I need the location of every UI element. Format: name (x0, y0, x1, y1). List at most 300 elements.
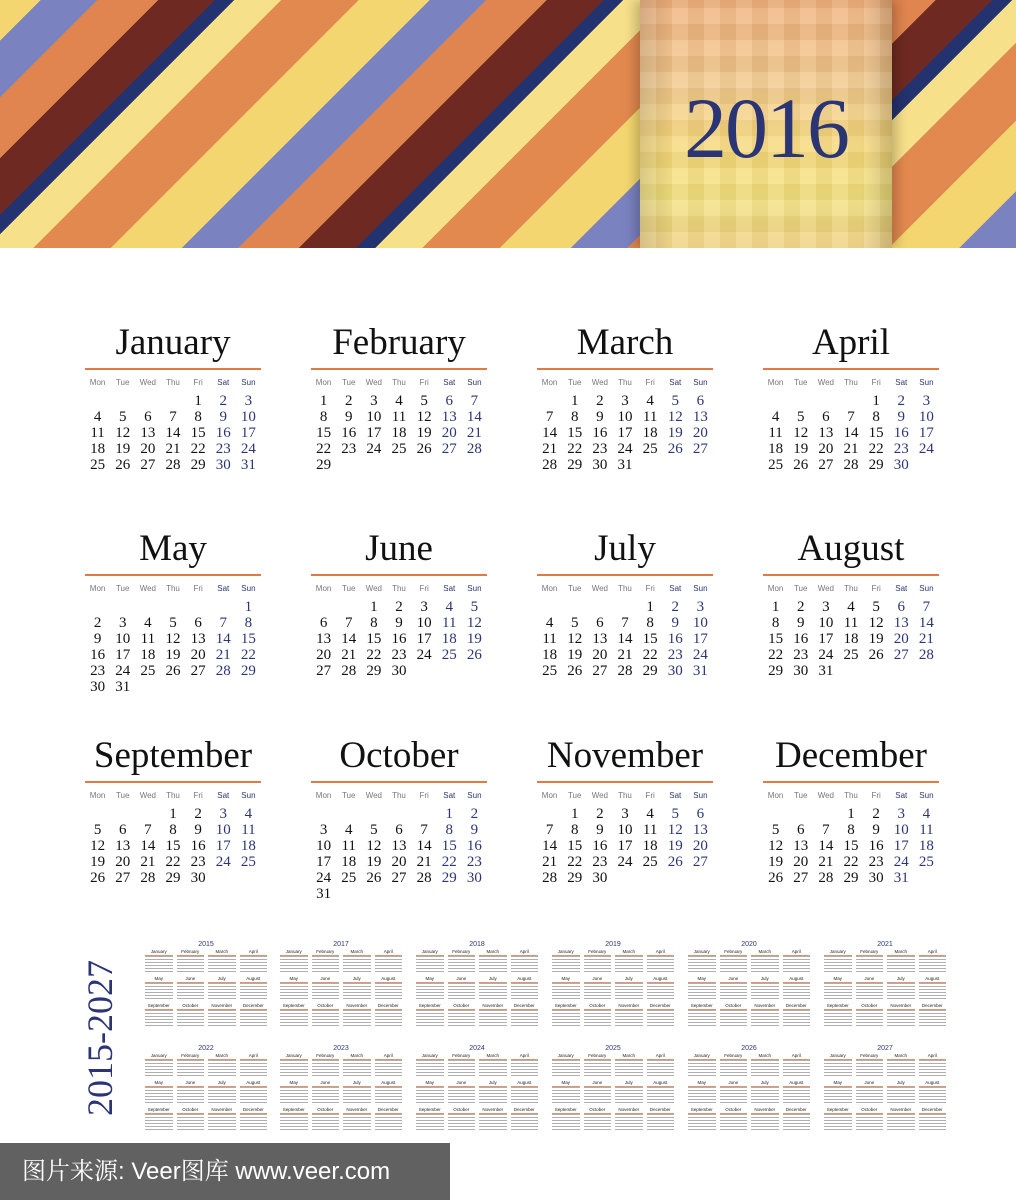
day-cell: 26 (165, 663, 181, 679)
mini-month-name: September (147, 1107, 170, 1112)
day-cell: 21 (843, 441, 859, 457)
day-cell (813, 806, 838, 822)
day-cell: 1 (646, 599, 654, 615)
month-divider (763, 574, 939, 576)
mini-month-name: December (242, 1107, 264, 1112)
weekday-label: Fri (645, 791, 655, 800)
day-cell: 5 (671, 393, 680, 409)
mini-month-days (343, 982, 371, 1001)
day-cell: 30 (391, 663, 407, 679)
weekday-label: Thu (844, 378, 858, 387)
weekday-label: Fri (419, 791, 429, 800)
day-cell: 18 (642, 838, 658, 854)
day-cell: 24 (416, 647, 432, 663)
mini-month (856, 1080, 884, 1105)
mini-month-name: March (894, 949, 907, 954)
mini-month-name: November (618, 1003, 640, 1008)
mini-month (919, 949, 947, 974)
mini-month-name: August (789, 976, 804, 981)
day-cell: 12 (868, 615, 884, 631)
week-row (763, 822, 939, 838)
mini-year-title: 2023 (333, 1045, 349, 1052)
mini-month-days (720, 1059, 748, 1078)
mini-month-days (177, 1009, 205, 1028)
weekday-label: Sat (443, 791, 456, 800)
mini-month (552, 1080, 580, 1105)
day-cell: 6 (897, 599, 906, 615)
mini-month (416, 1107, 444, 1132)
weekday-label: Sat (217, 584, 230, 593)
day-cell (236, 870, 261, 886)
weekday-header (311, 373, 487, 393)
mini-month (552, 976, 580, 1001)
day-cell: 4 (395, 393, 403, 409)
day-cell: 9 (596, 822, 604, 838)
mini-month-name: October (453, 1003, 470, 1008)
mini-month (208, 1080, 236, 1105)
week-row (763, 599, 939, 615)
mini-month (919, 1053, 947, 1078)
day-cell: 26 (793, 457, 809, 473)
mini-month (416, 949, 444, 974)
day-cell: 28 (341, 663, 357, 679)
day-cell: 20 (115, 854, 131, 870)
mini-month-days (375, 1009, 403, 1028)
weekday-label: Fri (871, 584, 881, 593)
day-cell (160, 393, 185, 409)
mini-month-days (312, 1113, 340, 1132)
weekday-label: Tue (115, 378, 130, 387)
day-cell: 6 (395, 822, 403, 838)
day-cell: 23 (592, 854, 608, 870)
day-cell: 10 (416, 615, 432, 631)
weekday-header (311, 786, 487, 806)
weekday-label: Sat (895, 378, 908, 387)
day-cell: 2 (596, 393, 604, 409)
day-cell: 3 (922, 393, 931, 409)
mini-month (783, 1003, 811, 1028)
mini-year-title: 2024 (469, 1045, 485, 1052)
mini-month-days (177, 1059, 205, 1078)
mini-month-name: July (624, 976, 633, 981)
mini-month (647, 1003, 675, 1028)
day-cell: 6 (194, 615, 202, 631)
mini-month (720, 949, 748, 974)
mini-month (688, 1107, 716, 1132)
mini-month-name: July (352, 976, 361, 981)
day-cell: 19 (667, 425, 683, 441)
week-row (85, 599, 261, 615)
day-cell: 2 (219, 393, 228, 409)
day-cell: 25 (140, 663, 156, 679)
mini-month (375, 1003, 403, 1028)
mini-month (145, 949, 173, 974)
mini-month (887, 1107, 915, 1132)
mini-month-days (343, 1059, 371, 1078)
mini-month-days (688, 955, 716, 974)
day-cell: 3 (621, 806, 629, 822)
mini-month-name: April (655, 1053, 665, 1058)
mini-month-name: November (754, 1107, 776, 1112)
mini-month-days (240, 1009, 268, 1028)
mini-month (615, 1003, 643, 1028)
day-cell: 25 (542, 663, 558, 679)
day-cell (135, 806, 160, 822)
day-cell: 26 (416, 441, 432, 457)
mini-month-days (615, 955, 643, 974)
mini-month-days (479, 1113, 507, 1132)
day-cell (386, 886, 411, 902)
weekday-label: Thu (166, 791, 180, 800)
mini-month-days (312, 1059, 340, 1078)
mini-month-name: September (554, 1003, 577, 1008)
day-cell: 4 (445, 599, 454, 615)
mini-month-name: May (697, 976, 706, 981)
mini-month-grid (552, 1053, 674, 1132)
day-cell: 10 (918, 409, 934, 425)
day-cell: 1 (319, 393, 328, 409)
day-cell (110, 806, 135, 822)
day-cell: 8 (370, 615, 378, 631)
mini-month-days (919, 1113, 947, 1132)
mini-month (479, 976, 507, 1001)
day-cell (638, 457, 663, 473)
weekday-label: Wed (365, 791, 382, 800)
day-cell: 22 (316, 441, 332, 457)
day-cell (788, 806, 813, 822)
day-cell (160, 679, 185, 695)
day-cell: 17 (366, 425, 382, 441)
mini-month-name: November (211, 1003, 233, 1008)
day-cell: 4 (344, 822, 353, 838)
day-cell: 28 (918, 647, 934, 663)
day-cell: 12 (667, 409, 683, 425)
day-cell (135, 679, 160, 695)
day-cell: 29 (868, 457, 884, 473)
week-row (85, 663, 261, 679)
day-cell (160, 599, 185, 615)
mini-year-calendar (416, 940, 538, 1032)
day-cell (763, 393, 788, 409)
mini-month (887, 949, 915, 974)
day-cell: 18 (140, 647, 156, 663)
day-cell: 11 (442, 615, 457, 631)
day-cell (537, 393, 562, 409)
day-cell: 24 (893, 854, 909, 870)
weekday-label: Wed (591, 378, 608, 387)
weekday-label: Wed (817, 791, 834, 800)
day-cell: 12 (366, 838, 382, 854)
day-cell: 20 (316, 647, 332, 663)
weekday-label: Mon (767, 791, 784, 800)
day-cell: 5 (169, 615, 177, 631)
mini-month-name: February (316, 949, 335, 954)
day-cell: 29 (843, 870, 859, 886)
day-cell: 6 (696, 806, 705, 822)
day-cell: 4 (646, 393, 654, 409)
mini-month (751, 949, 779, 974)
mini-month (751, 976, 779, 1001)
day-cell: 19 (115, 441, 131, 457)
mini-month-days (552, 1086, 580, 1105)
day-cell: 9 (796, 615, 805, 631)
weekday-label: Sun (919, 378, 934, 387)
mini-month (856, 1003, 884, 1028)
mini-month-name: January (829, 949, 846, 954)
weekday-label: Thu (618, 584, 632, 593)
day-cell: 30 (215, 457, 231, 473)
day-cell: 14 (165, 425, 181, 441)
weekday-label: Mon (767, 584, 784, 593)
day-cell (437, 457, 462, 473)
day-cell: 14 (818, 838, 834, 854)
month-name: October (339, 735, 459, 776)
mini-month-days (448, 955, 476, 974)
weekday-label: Tue (567, 791, 582, 800)
weekday-label: Wed (591, 791, 608, 800)
mini-month (416, 1003, 444, 1028)
day-cell: 8 (244, 615, 253, 631)
mini-month (647, 1053, 675, 1078)
day-cell: 23 (215, 441, 231, 457)
mini-month-days (448, 1059, 476, 1078)
mini-month-days (448, 982, 476, 1001)
mini-month-name: July (488, 1080, 497, 1085)
day-cell (914, 870, 939, 886)
mini-month-days (919, 1009, 947, 1028)
day-cell: 15 (868, 425, 884, 441)
day-cell (85, 806, 110, 822)
day-cell: 31 (893, 870, 909, 886)
mini-month-name: February (724, 949, 743, 954)
mini-month (208, 1053, 236, 1078)
day-cell: 7 (545, 409, 554, 425)
mini-month-days (343, 1113, 371, 1132)
mini-month-name: October (725, 1003, 742, 1008)
mini-month-days (312, 982, 340, 1001)
mini-month (615, 1107, 643, 1132)
mini-month-days (615, 1009, 643, 1028)
weekday-label: Tue (341, 791, 356, 800)
week-row (537, 647, 713, 663)
day-cell: 11 (140, 631, 156, 647)
mini-month-days (751, 1086, 779, 1105)
mini-month-days (511, 1059, 539, 1078)
day-cell: 28 (542, 870, 558, 886)
day-cell: 26 (115, 457, 131, 473)
mini-month-days (240, 1086, 268, 1105)
mini-month-days (751, 1113, 779, 1132)
day-cell: 24 (617, 441, 633, 457)
week-row (763, 854, 939, 870)
weekday-header (85, 579, 261, 599)
day-cell: 11 (642, 409, 658, 425)
mini-month (208, 1107, 236, 1132)
day-cell: 14 (617, 631, 633, 647)
day-cell: 27 (893, 647, 909, 663)
day-cell: 10 (366, 409, 382, 425)
day-cell: 27 (441, 441, 457, 457)
day-cell: 8 (771, 615, 780, 631)
mini-month (240, 949, 268, 974)
day-cell: 9 (219, 409, 228, 425)
day-cell: 5 (470, 599, 479, 615)
mini-month-days (688, 982, 716, 1001)
mini-month-days (856, 1059, 884, 1078)
day-cell: 23 (341, 441, 357, 457)
mini-month-days (511, 1113, 539, 1132)
day-cell: 17 (240, 425, 256, 441)
mini-month-name: December (513, 1107, 535, 1112)
day-cell: 15 (843, 838, 859, 854)
weekday-label: Mon (541, 791, 558, 800)
day-cell: 21 (818, 854, 834, 870)
mini-month-grid (280, 949, 402, 1028)
day-cell: 26 (667, 441, 683, 457)
mini-month (280, 1053, 308, 1078)
mini-month-days (647, 1059, 675, 1078)
day-cell: 16 (215, 425, 231, 441)
day-cell: 18 (341, 854, 357, 870)
mini-month (343, 976, 371, 1001)
mini-month-days (448, 1009, 476, 1028)
day-cell: 13 (793, 838, 809, 854)
mini-month-days (511, 1009, 539, 1028)
day-cell: 28 (542, 457, 558, 473)
mini-month (208, 949, 236, 974)
day-cell (462, 886, 487, 902)
day-cell: 2 (194, 806, 202, 822)
mini-month-days (343, 955, 371, 974)
day-cell: 18 (542, 647, 558, 663)
mini-month-name: December (649, 1003, 671, 1008)
weekday-label: Wed (139, 791, 156, 800)
week-row (763, 409, 939, 425)
mini-month-name: December (785, 1107, 807, 1112)
day-cell: 21 (617, 647, 633, 663)
mini-month-days (751, 1009, 779, 1028)
mini-year-title: 2018 (469, 941, 485, 948)
day-cell: 11 (642, 822, 658, 838)
mini-month-days (511, 982, 539, 1001)
day-cell: 8 (872, 409, 880, 425)
mini-month-name: February (588, 1053, 607, 1058)
mini-month-days (416, 1009, 444, 1028)
mini-month-name: June (320, 976, 331, 981)
mini-month (720, 1053, 748, 1078)
mini-month-days (479, 1059, 507, 1078)
mini-month-name: March (486, 949, 499, 954)
month-block (763, 322, 939, 473)
day-cell: 3 (897, 806, 906, 822)
week-row (311, 870, 487, 886)
day-cell: 25 (341, 870, 357, 886)
mini-month (783, 1107, 811, 1132)
month-divider (311, 781, 487, 783)
mini-month-name: April (383, 1053, 393, 1058)
day-cell (462, 457, 487, 473)
mini-year-title: 2019 (605, 941, 621, 948)
day-cell: 22 (642, 647, 658, 663)
day-cell: 9 (872, 822, 880, 838)
mini-month-grid (688, 1053, 810, 1132)
day-cell: 16 (667, 631, 683, 647)
mini-month (856, 949, 884, 974)
day-cell (813, 393, 838, 409)
day-cell: 30 (893, 457, 909, 473)
mini-month-days (479, 982, 507, 1001)
day-cell: 27 (692, 441, 708, 457)
day-cell: 5 (872, 599, 880, 615)
weekday-header (763, 786, 939, 806)
mini-month-days (584, 955, 612, 974)
mini-month-days (416, 1086, 444, 1105)
mini-month-name: December (377, 1107, 399, 1112)
mini-month (856, 1053, 884, 1078)
day-cell (386, 457, 411, 473)
mini-month-name: January (421, 1053, 438, 1058)
day-cell: 27 (818, 457, 834, 473)
mini-month (688, 1003, 716, 1028)
day-cell: 22 (441, 854, 457, 870)
day-cell (236, 679, 261, 695)
mini-year-calendar (824, 1044, 946, 1136)
mini-month (584, 949, 612, 974)
day-cell: 22 (240, 647, 256, 663)
weekday-label: Sun (919, 584, 934, 593)
mini-month-name: February (316, 1053, 335, 1058)
mini-month-name: February (181, 1053, 200, 1058)
day-cell: 28 (617, 663, 633, 679)
month-divider (763, 781, 939, 783)
day-cell: 23 (90, 663, 106, 679)
day-cell: 29 (316, 457, 332, 473)
mini-month (343, 949, 371, 974)
day-cell: 23 (190, 854, 206, 870)
day-cell: 23 (391, 647, 407, 663)
day-cell: 4 (144, 615, 152, 631)
day-cell: 13 (818, 425, 834, 441)
day-cell: 5 (771, 822, 780, 838)
week-row (85, 822, 261, 838)
day-cell: 19 (793, 441, 809, 457)
mini-month (448, 1107, 476, 1132)
month-divider (85, 574, 261, 576)
day-cell: 8 (570, 822, 579, 838)
day-cell: 9 (344, 409, 353, 425)
day-cell: 8 (847, 822, 855, 838)
weekday-label: Thu (618, 378, 632, 387)
day-cell: 22 (768, 647, 784, 663)
day-cell (537, 806, 562, 822)
day-cell: 4 (847, 599, 855, 615)
mini-month-days (751, 955, 779, 974)
mini-month-name: May (425, 976, 434, 981)
day-cell: 25 (642, 854, 658, 870)
month-divider (763, 368, 939, 370)
mini-month-name: May (561, 1080, 570, 1085)
day-cell: 7 (621, 615, 629, 631)
day-cell: 3 (696, 599, 705, 615)
day-cell: 27 (391, 870, 407, 886)
weekday-label: Sat (217, 378, 230, 387)
day-cell: 14 (466, 409, 482, 425)
mini-month (280, 976, 308, 1001)
weekday-label: Tue (793, 378, 808, 387)
mini-month-grid (416, 1053, 538, 1132)
mini-month (240, 976, 268, 1001)
weekday-label: Sun (241, 584, 256, 593)
